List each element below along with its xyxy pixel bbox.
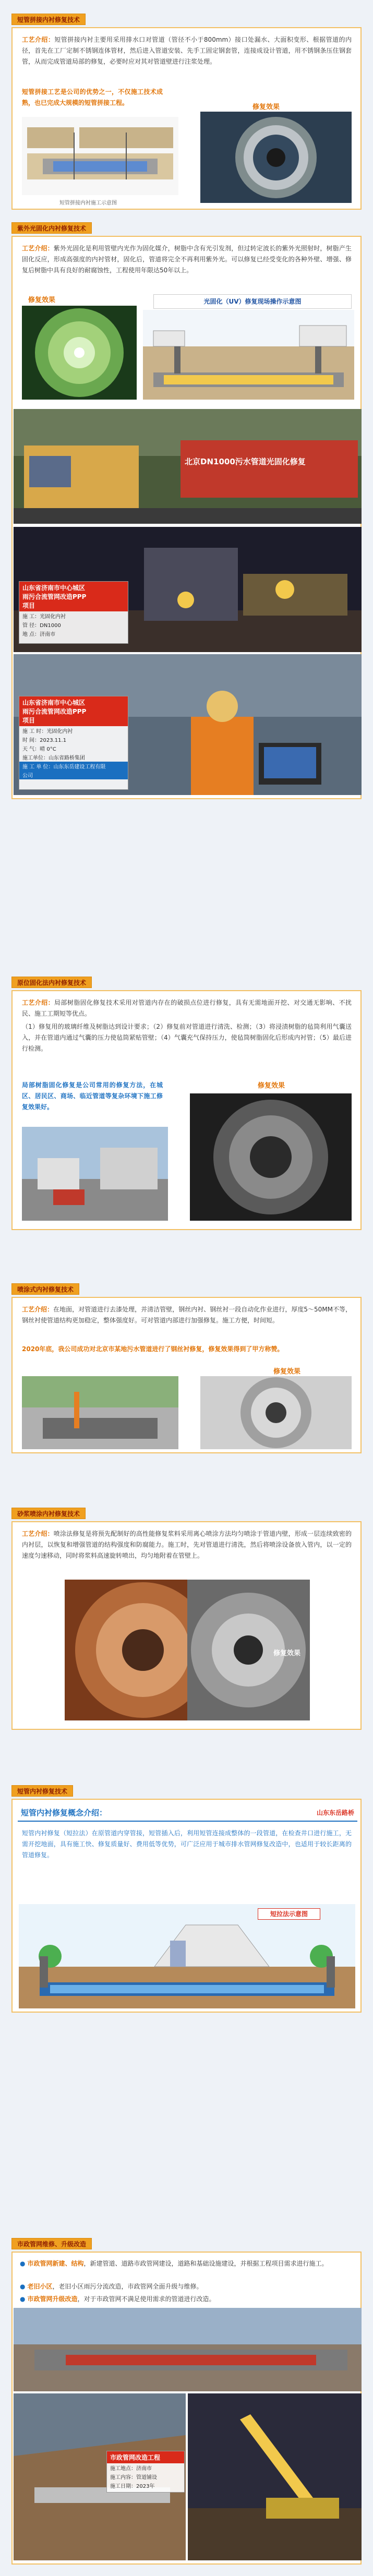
uv-pipe-photo [22,306,137,400]
cipp-steps: （1）修复用的玻璃纤维及树脂达到设计要求；（2）修复前对管道进行清洗、检测；（3）将浸渍树脂的毡筒利用气囊送入，并在管道内通过气囊的压力使毡筒紧贴管壁；（4）气囊充气保持压力，使毡筒树脂固化后形成内衬管；（5）最后进行检测。 [22,1023,352,1052]
cipp-intro: 工艺介绍：局部树脂固化修复技术采用对管道内存在的破损点位进行修复，具有无需地面开挖、对交通无影响、不扰民、施工工期短等优点。 [22,999,352,1017]
spray-pipe-photo [200,1376,352,1449]
mortar-intro: 工艺介绍：喷涂法修复是将预先配制好的高性能修复浆料采用离心喷涂方法均匀喷涂于管道内壁，形成一层连续致密的内衬层，以恢复和增强管道的结构强度和防腐能力。施工时，先对管道进行清洗，然后将喷涂设备放入管内，以一定的速度匀速移动，同时将浆料高速旋转喷出，均匀地附着在管壁上。 [22,1530,352,1559]
short-liner-text: 短管内衬修复（短拉法）在原管道内穿管接，短管插入后，利用短管连接成整体的一段管道，在检查井口进行施工，无需开挖地面，具有施工快、修复质量好、费用低等优势，可广泛应用于城市排水管网修复改造中，也适用于较长距离的管道修复。 [22,1829,352,1859]
short-pipe-diagram-caption: 短管拼接内衬施工示意图 [59,200,117,206]
spray-highlight: 2020年底，我公司成功对北京市某地污水管道进行了钢丝衬修复，修复效果得到了甲方称赞。 [22,1345,284,1353]
section-tab-mortar: 砂浆喷涂内衬修复技术 [11,1508,86,1519]
short-liner-banner: 短管内衬修复概念介绍： 山东东岳路桥 [18,1804,357,1822]
short-pipe-card [11,27,362,210]
spray-card [11,1297,362,1453]
short-liner-card [11,1799,362,2013]
section-tab-uv: 紫外光固化内衬修复技术 [11,222,92,234]
municipal-card [11,2252,362,2565]
short-pipe-intro: 工艺介绍：短管拼接内衬主要用采用排水口对管道（管径不小于800mm）接口处漏水、大面积变形、根据管道的内径，首先在工厂定制不锈钢连体管材，然后进入管道安装、先手工固定钢套管，连接成设计管道，用不锈钢条压住钢套管，从而完成管道局部的修复，必要时应对其对管道壁进行注浆处理。 [22,36,352,65]
short-pipe-highlight: 短管拼接工艺是公司的优势之一，不仅施工技术成熟，也已完成大规模的短管拼接工程。 [22,88,163,106]
uv-banner-text: 北京DN1000污水管道光固化修复 [185,457,306,466]
cipp-street-photo [22,1127,168,1221]
section-tab-cipp: 原位固化法内衬修复技术 [11,977,92,988]
municipal-bullet-2: ● 老旧小区，老旧小区雨污分流改造，市政管网全面升级与维修。 [20,2283,203,2290]
spray-site-photo [22,1376,178,1449]
uv-project-card-2: 山东省济南市中心城区 雨污合流管网改造PPP 项目 施 工 时：光固化内衬 时 间：2023.11.1 天 气：晴 0°C 施工单位：山东省路桥集团 施 工 单 位：山东东岳建设工程有限 公司 [19,696,128,790]
repair-effect-label: 修复效果 [252,103,280,111]
uv-card [11,236,362,799]
company-logo: 山东东岳路桥 [316,1809,354,1816]
mortar-card [11,1521,362,1730]
section-tab-spray: 喷涂式内衬修复技术 [11,1283,79,1295]
uv-diagram [143,310,354,400]
municipal-project-card: 市政管网改造工程 施工地点：济南市 施工内容：管道铺设 施工日期：2023年 [106,2451,185,2493]
municipal-bullet-3: ● 市政管网升级改造，对于市政管网不满足使用需求的管道进行改造。 [20,2295,215,2303]
uv-repair-effect-label: 修复效果 [28,296,56,304]
section-tab-municipal: 市政管网维修、升级改造 [11,2238,92,2249]
municipal-crane-photo [188,2393,362,2560]
uv-intro: 工艺介绍：紫外光固化是利用管壁内光作为固化媒介，树脂中含有光引发剂，但过转定波长的紫外光照射时，树脂产生固化反应，形成高强度的内衬管材，固化后，管道将完全不再利用紫外光。可以修复已经受变化的各种外壁、增强、修复后树脂中具有良好的耐腐蚀性，工程使用年限达50年以上。 [22,245,352,274]
municipal-pipes-photo [14,2308,362,2391]
spray-intro: 工艺介绍：在地面，对管道进行去漆处理，并清洁管壁，钢丝内衬、钢丝衬一段自动化作业进行，厚度5～50MM不等，钢丝衬使管道结构更加稳定，整体强度好。可对管道内部进行加强修复。施工方便，时间短。 [22,1306,352,1324]
cipp-highlight: 局部树脂固化修复是公司常用的修复方法，在城区、居民区、商场、临近管道等复杂环境下施工修复效果好。 [22,1081,163,1111]
mortar-repair-effect-label: 修复效果 [273,1650,301,1657]
cipp-repair-effect-label: 修复效果 [258,1082,285,1090]
section-tab-short-liner: 短管内衬修复技术 [11,1785,73,1797]
cipp-pipe-photo [190,1093,352,1221]
municipal-bullet-1: ● 市政管网新建、结构，新建管道、道路市政管网建设，道路和基础设施建设，并根据工程项目需求进行施工。 [20,2260,328,2267]
short-pipe-photo [200,112,352,203]
short-liner-diagram [19,1904,355,2008]
uv-diagram-title: 光固化（UV）修复现场操作示意图 [153,294,352,309]
spray-repair-effect-label: 修复效果 [273,1368,301,1376]
short-pipe-diagram [22,117,178,195]
cipp-card [11,990,362,1230]
uv-project-card-1: 山东省济南市中心城区 雨污合流管网改造PPP 项目 施 工：光固化内衬 管 径：DN1000 地 点：济南市 [19,581,128,644]
short-liner-diagram-label: 短拉法示意图 [258,1908,320,1920]
section-tab-short-pipe: 短管拼接内衬修复技术 [11,14,86,25]
